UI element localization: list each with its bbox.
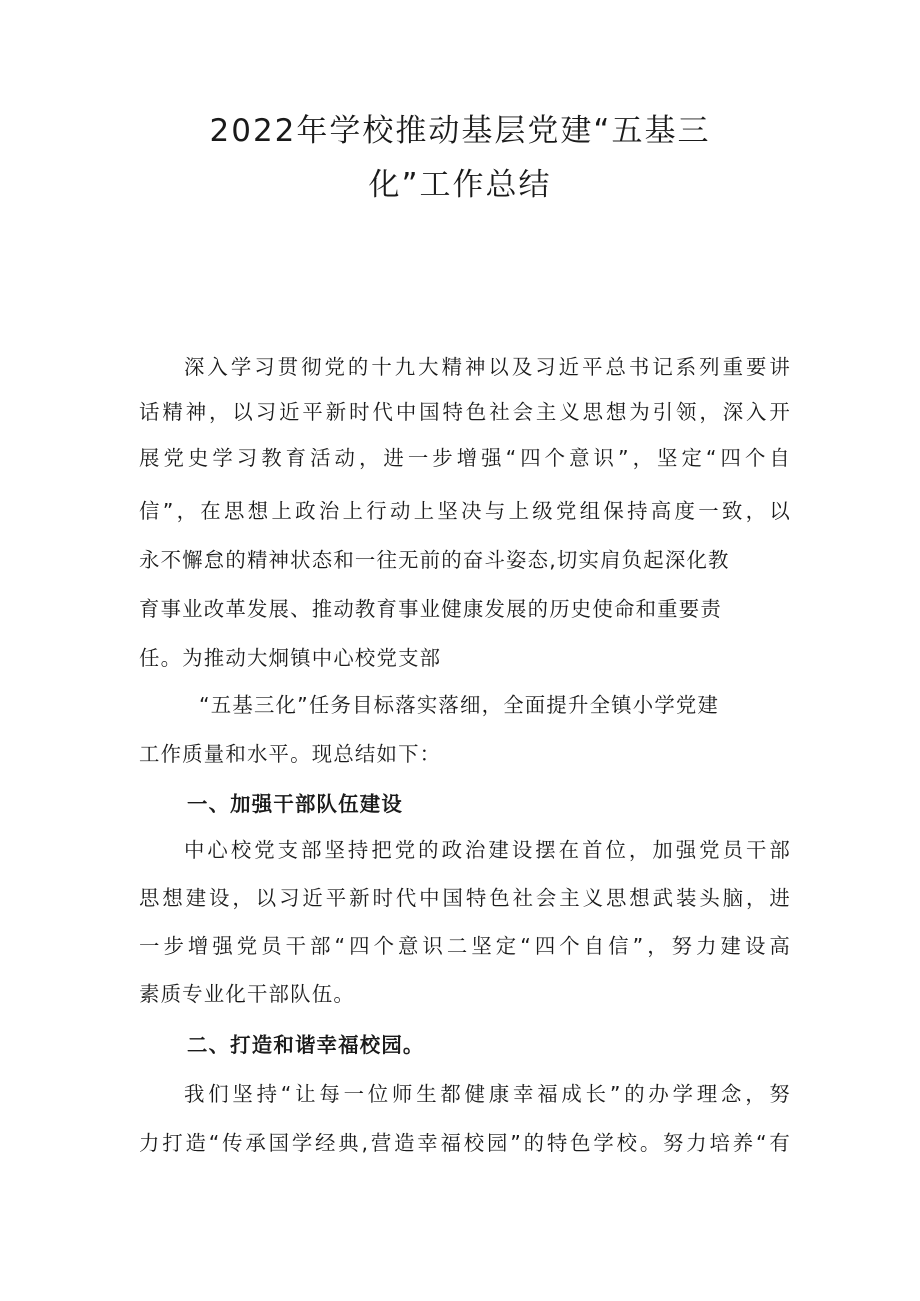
document-title [130, 104, 790, 212]
paragraph-line: 中心校党支部坚持把党的政治建设摆在首位，加强党员干部 [184, 838, 791, 862]
title-line-1: 2022年学校推动基层党建“五基三 [209, 113, 711, 149]
paragraph-line: 任。为推动大炯镇中心校党支部 [139, 646, 442, 670]
paragraph-line: 力打造“传承国学经典,营造幸福校园”的特色学校。努力培养“有 [139, 1131, 791, 1155]
paragraph-line: 我们坚持“让每一位师生都健康幸福成长”的办学理念，努 [184, 1082, 791, 1106]
paragraph-line: 信”，在思想上政治上行动上坚决与上级党组保持高度一致，以 [139, 499, 791, 523]
paragraph-line: “五基三化”任务目标落实落细，全面提升全镇小学党建 [199, 693, 720, 717]
paragraph-line: 思想建设，以习近平新时代中国特色社会主义思想武装头脑，进 [139, 886, 791, 910]
paragraph-line: 育事业改革发展、推动教育事业健康发展的历史使命和重要责 [139, 597, 722, 621]
paragraph-line: 永不懈怠的精神状态和一往无前的奋斗姿态,切实肩负起深化教 [139, 548, 730, 572]
paragraph-line: 展党史学习教育活动，进一步增强“四个意识”，坚定“四个自 [139, 446, 791, 470]
section-heading-1: 一、加强干部队伍建设 [187, 792, 403, 816]
paragraph-line: 工作质量和水平。现总结如下： [139, 742, 442, 766]
title-line-2: 化”工作总结 [368, 167, 552, 203]
paragraph-line: 一步增强党员干部“四个意识二坚定“四个自信”，努力建设高 [139, 934, 791, 958]
paragraph-line: 深入学习贯彻党的十九大精神以及习近平总书记系列重要讲 [184, 355, 791, 379]
paragraph-line: 话精神，以习近平新时代中国特色社会主义思想为引领，深入开 [139, 400, 791, 424]
section-heading-2: 二、打造和谐幸福校园。 [187, 1033, 425, 1057]
paragraph-line: 素质专业化干部队伍。 [139, 982, 355, 1006]
